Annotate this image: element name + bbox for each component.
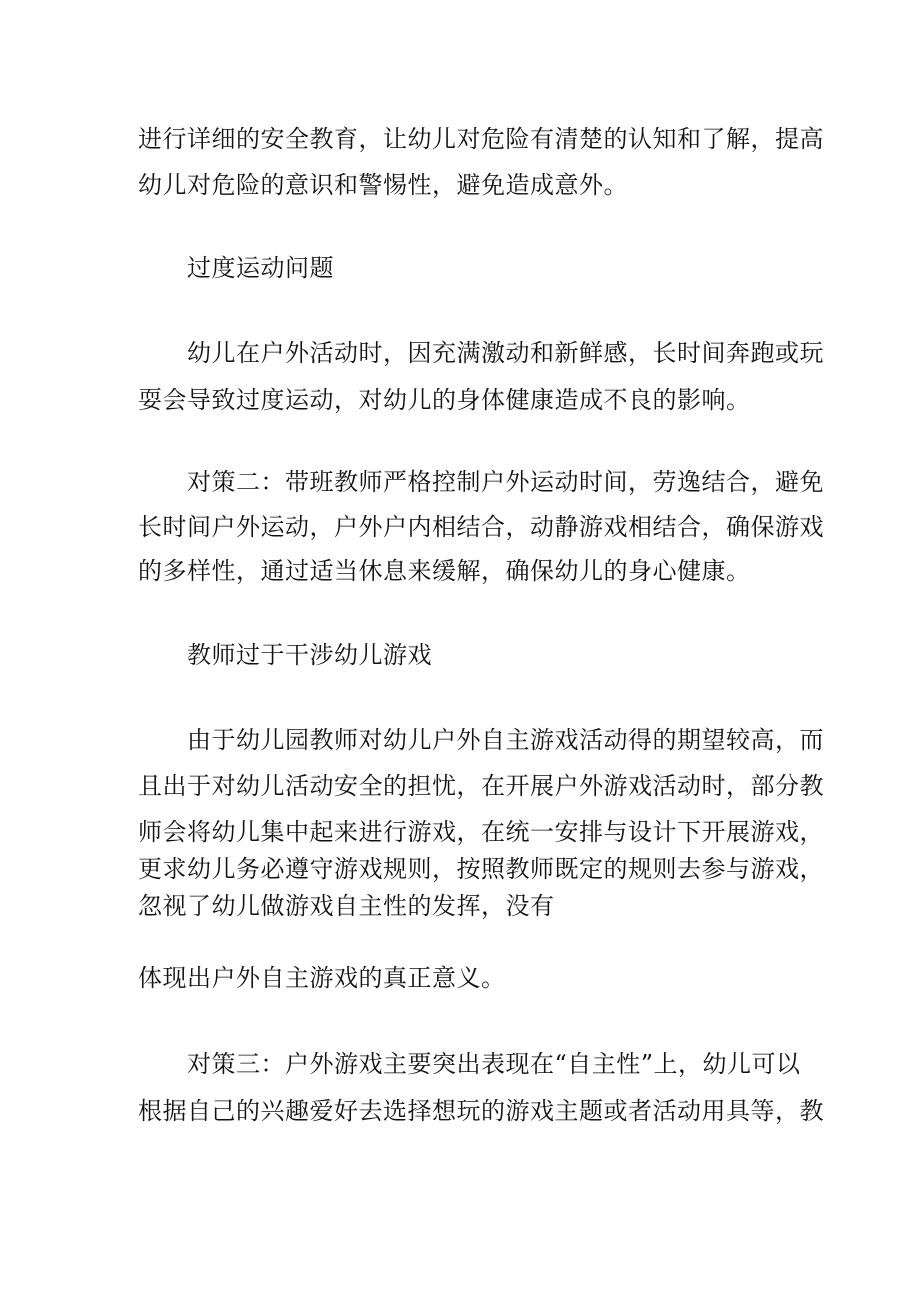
- section-heading: 过度运动问题: [187, 254, 334, 282]
- paragraph-line: 幼儿在户外活动时，因充满激动和新鲜感，长时间奔跑或玩: [187, 339, 824, 367]
- paragraph-line: 更求幼儿务必遵守游戏规则，按照教师既定的规则去参与游戏，: [138, 855, 824, 883]
- paragraph-line: 且出于对幼儿活动安全的担忧，在开展户外游戏活动时，部分教: [138, 772, 824, 800]
- paragraph-line: 师会将幼儿集中起来进行游戏，在统一安排与设计下开展游戏，: [138, 818, 824, 846]
- paragraph-line: 进行详细的安全教育，让幼儿对危险有清楚的认知和了解，提高: [138, 125, 824, 153]
- paragraph-line: 幼儿对危险的意识和警惕性，避免造成意外。: [138, 171, 628, 199]
- paragraph-line: 根据自己的兴趣爱好去选择想玩的游戏主题或者活动用具等，教: [138, 1097, 824, 1125]
- paragraph-line: 对策二：带班教师严格控制户外运动时间，劳逸结合，避免: [187, 468, 824, 496]
- section-heading: 教师过于干涉幼儿游戏: [187, 641, 432, 669]
- paragraph-line: 长时间户外运动，户外户内相结合，动静游戏相结合，确保游戏: [138, 513, 824, 541]
- paragraph-line: 由于幼儿园教师对幼儿户外自主游戏活动得的期望较高，而: [187, 726, 824, 754]
- paragraph-line: 的多样性，通过适当休息来缓解，确保幼儿的身心健康。: [138, 557, 751, 585]
- paragraph-line: 耍会导致过度运动，对幼儿的身体健康造成不良的影响。: [138, 386, 751, 414]
- paragraph-line: 对策三：户外游戏主要突出表现在“自主性”上，幼儿可以: [187, 1050, 801, 1078]
- paragraph-line: 忽视了幼儿做游戏自主性的发挥，没有: [138, 892, 555, 920]
- paragraph-line: 体现出户外自主游戏的真正意义。: [138, 964, 506, 992]
